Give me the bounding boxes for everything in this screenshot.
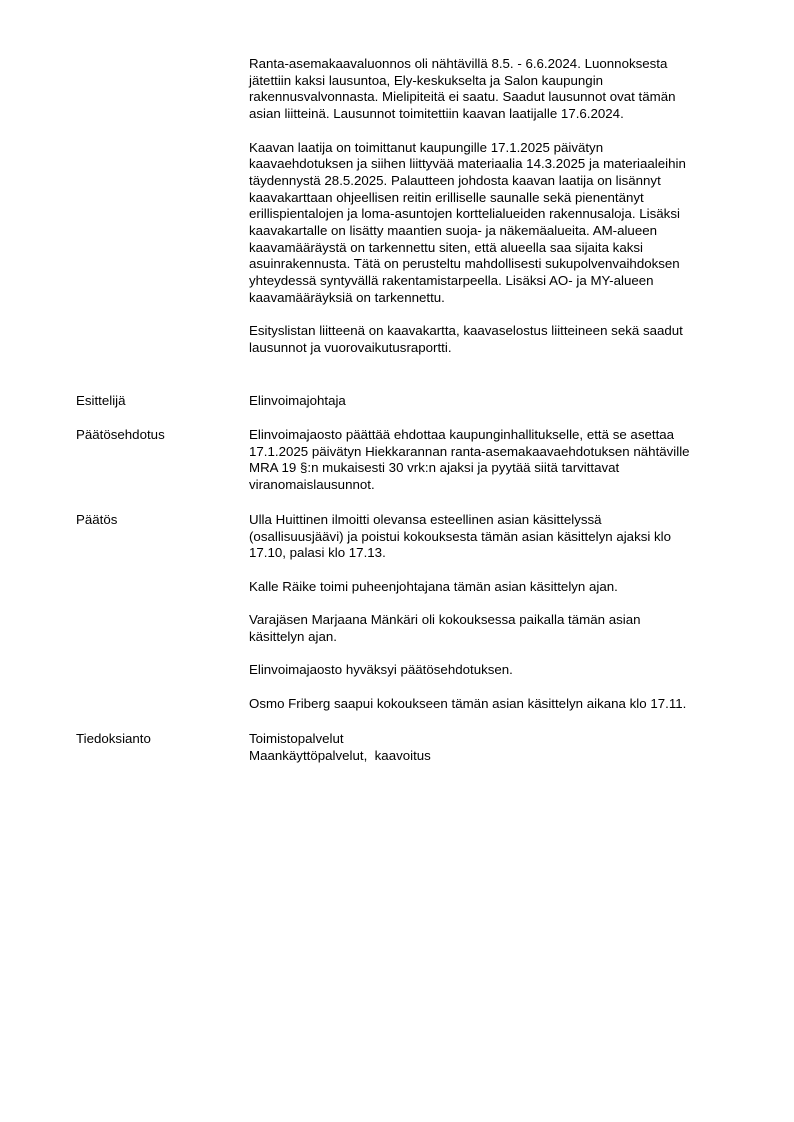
intro-paragraph-1: Ranta-asemakaavaluonnos oli nähtävillä 8.5. - 6.6.2024. Luonnoksesta jätettiin kaksi lausuntoa, Ely-keskukselta ja Salon kaupungin rakennusvalvonnasta. Mielipiteitä ei saatu. Saadut lausunnot ovat tämän asian liitteinä. Lausunnot toimitettiin kaavan laatijalle 17.6.2024.: [249, 56, 676, 122]
paatosehdotus-label: Päätösehdotus: [76, 427, 165, 442]
paatos-paragraph-3: Varajäsen Marjaana Mänkäri oli kokouksessa paikalla tämän asian käsittelyn ajan.: [249, 612, 641, 644]
tiedoksianto-content: [249, 731, 739, 764]
intro-section: [249, 56, 739, 373]
tiedoksianto-line-2: Maankäyttöpalvelut, kaavoitus: [249, 747, 431, 763]
esittelija-label: Esittelijä: [76, 393, 126, 408]
paatos-paragraph-4: Elinvoimajaosto hyväksyi päätösehdotuksen.: [249, 662, 513, 678]
tiedoksianto-label: Tiedoksianto: [76, 731, 151, 746]
esittelija-text: Elinvoimajohtaja: [249, 393, 346, 408]
paatos-paragraph-5: Osmo Friberg saapui kokoukseen tämän asian käsittelyn aikana klo 17.11.: [249, 695, 687, 711]
paatos-label: Päätös: [76, 512, 118, 527]
paatos-paragraph-2: Kalle Räike toimi puheenjohtajana tämän asian käsittelyn ajan.: [249, 578, 618, 594]
paatos-paragraph-1: Ulla Huittinen ilmoitti olevansa esteellinen asian käsittelyssä (osallisuusjäävi) ja poistui kokouksesta tämän asian käsittelyn ajaksi klo 17.10, palasi klo 17.13.: [249, 512, 672, 561]
intro-paragraph-2: Kaavan laatija on toimittanut kaupungille 17.1.2025 päivätyn kaavaehdotuksen ja siihen liittyvää materiaalia 14.3.2025 ja materiaaleihin täydennystä 28.5.2025. Palautteen johdosta kaavan laatija on lisännyt kaavakarttaan ohjeellisen reitin erilliselle saunalle sekä pienentänyt erillispientalojen ja loma-asuntojen korttelialueiden rakennusaloja. Lisäksi kaavakartalle on lisätty maantien suoja- ja näkemäalueita. AM-alueen kaavamääräystä on tarkennettu siten, että alueella saa sijaita kaksi asuinrakennusta. Tätä on perusteltu mahdollisesti sukupolvenvaihdoksen yhteydessä syntyvällä rakentamistarpeella. Lisäksi AO- ja MY-alueen kaavamääräyksiä on tarkennettu.: [249, 139, 686, 305]
intro-paragraph-3: Esityslistan liitteenä on kaavakartta, kaavaselostus liitteineen sekä saadut lausunnot ja vuorovaikutusraportti.: [249, 323, 683, 355]
paatos-content: [249, 512, 739, 729]
tiedoksianto-line-1: Toimistopalvelut: [249, 731, 344, 746]
paatosehdotus-text: Elinvoimajaosto päättää ehdottaa kaupunginhallitukselle, että se asettaa 17.1.2025 päivätyn Hiekkarannan ranta-asemakaavaehdotuksen nähtäville MRA 19 §:n mukaisesti 30 vrk:n ajaksi ja pyytää siitä tarvittavat viranomaislausunnot.: [249, 427, 690, 493]
